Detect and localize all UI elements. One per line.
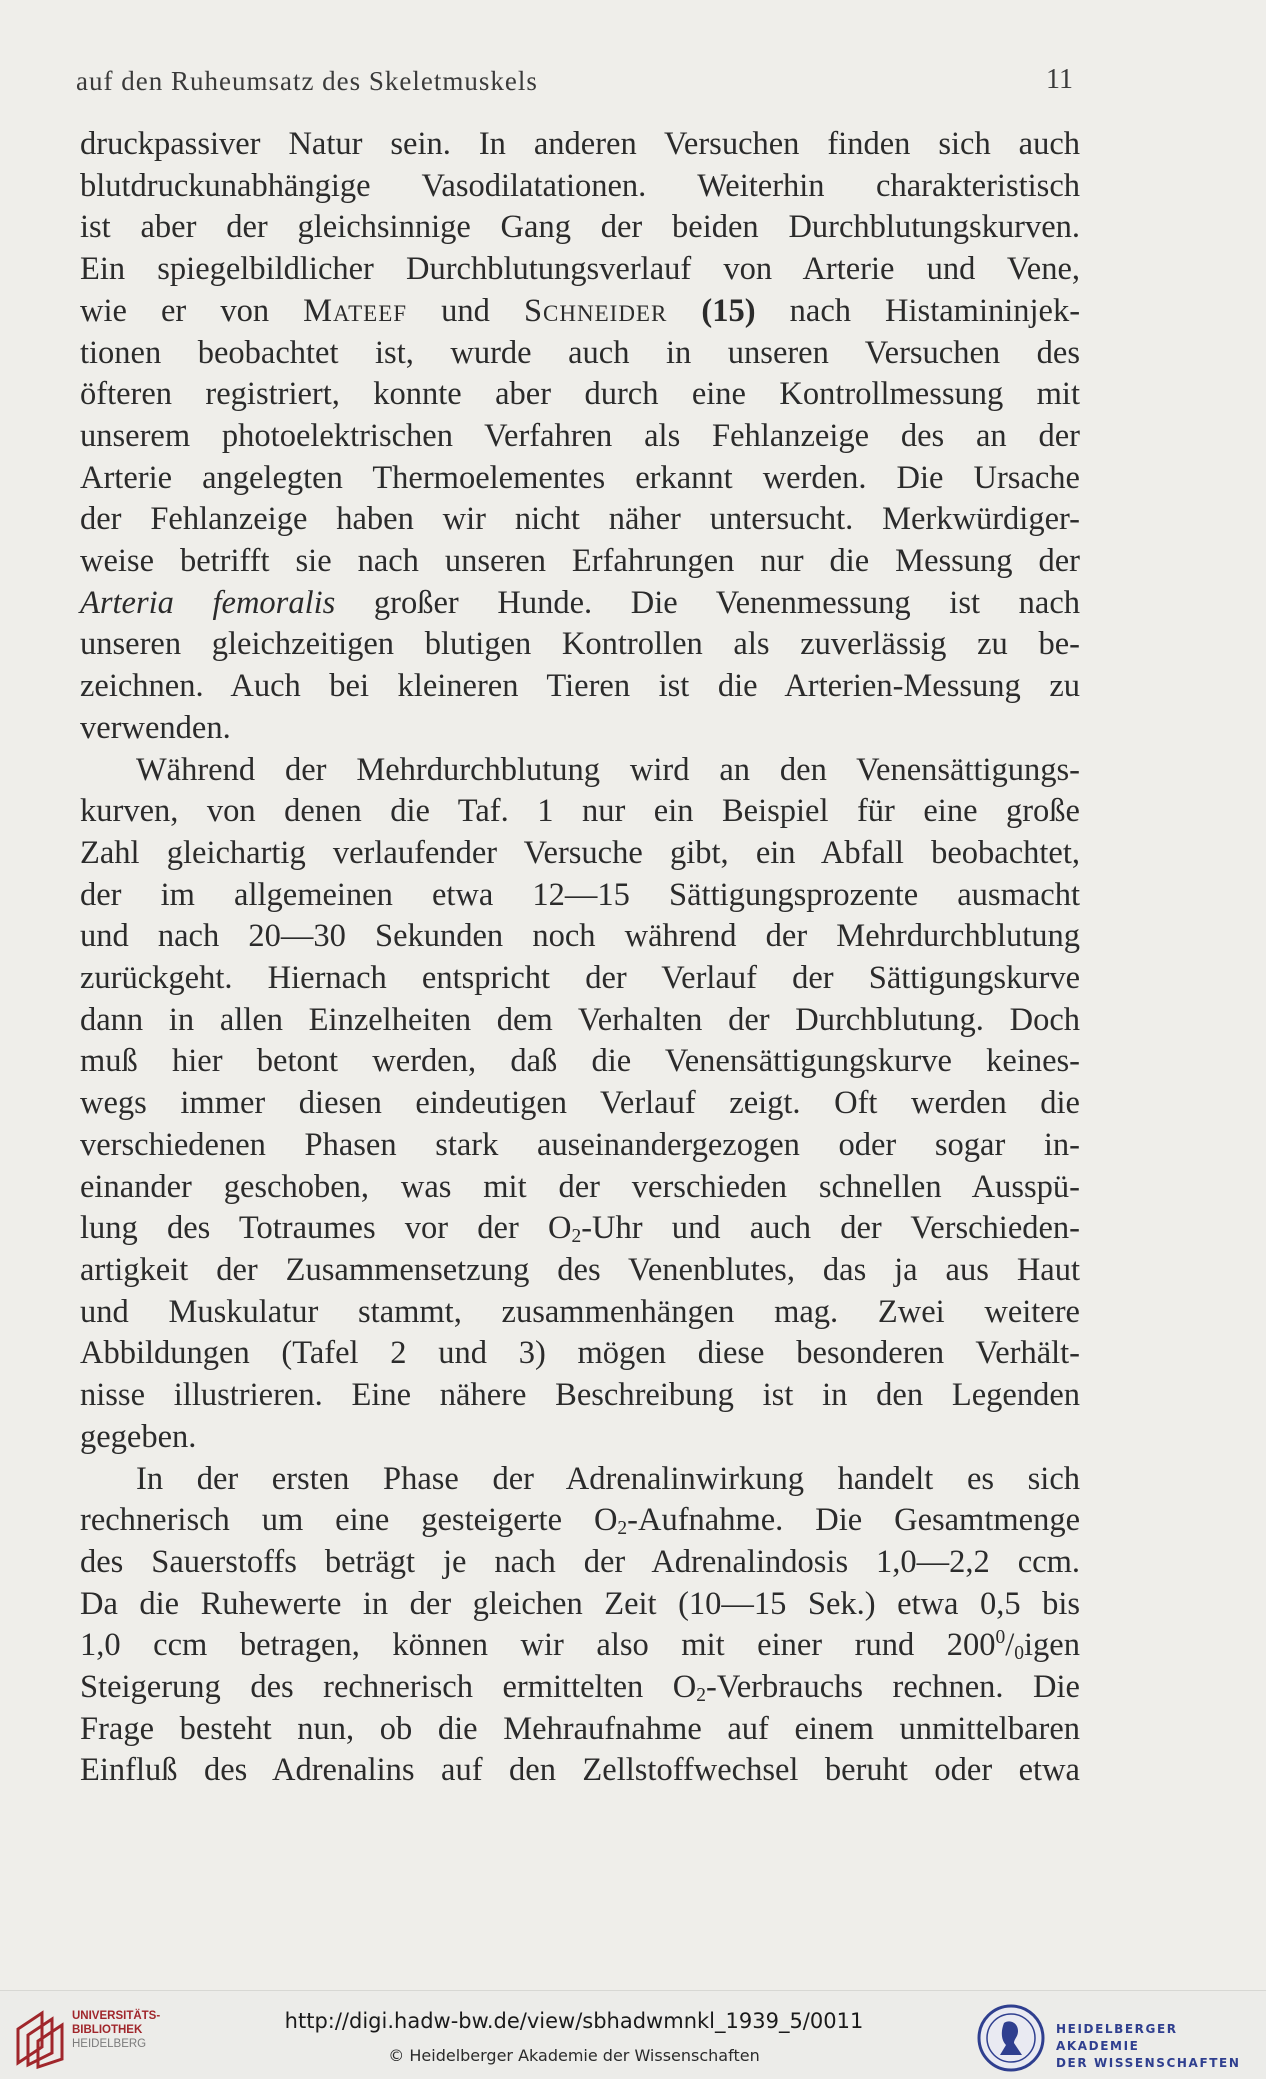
text-line: tionen beobachtet ist, wurde auch in unseren Versuchen des xyxy=(80,334,1080,371)
text-line: artigkeit der Zusammensetzung des Venenblutes, das ja aus Haut xyxy=(80,1251,1080,1288)
copyright-notice: © Heidelberger Akademie der Wissenschaften xyxy=(388,2046,760,2065)
text-line: Abbildungen (Tafel 2 und 3) mögen diese besonderen Verhält- xyxy=(80,1335,1080,1372)
text-line xyxy=(80,1625,1080,1667)
reference-number: (15) xyxy=(701,292,756,329)
text-line: nisse illustrieren. Eine nähere Beschreibung ist in den Legenden xyxy=(80,1377,1080,1414)
text-line: des Sauerstoffs beträgt je nach der Adrenalindosis 1,0—2,2 ccm. xyxy=(80,1543,1080,1580)
text-line xyxy=(80,1500,1080,1542)
text-segment: lung des Totraumes vor der O xyxy=(80,1210,572,1247)
text-line xyxy=(80,291,1080,333)
text-line: der im allgemeinen etwa 12—15 Sättigungsprozente ausmacht xyxy=(80,876,1080,913)
academy-line-1: HEIDELBERGER AKADEMIE xyxy=(1056,2022,1178,2053)
text-line: In der ersten Phase der Adrenalinwirkung handelt es sich xyxy=(136,1460,1080,1497)
text-line: Während der Mehrdurchblutung wird an den Venensättigungs- xyxy=(136,751,1080,788)
text-line: der Fehlanzeige haben wir nicht näher untersucht. Merkwürdiger- xyxy=(80,501,1080,538)
academy-seal-icon[interactable] xyxy=(976,2003,1046,2073)
author-name: Mateef xyxy=(303,292,408,329)
page-number: 11 xyxy=(1046,64,1073,95)
body-text xyxy=(80,124,1080,1792)
text-line: Zahl gleichartig verlaufender Versuche gibt, ein Abfall beobachtet, xyxy=(80,834,1080,871)
text-line: verwenden. xyxy=(80,709,231,746)
superscript: 0 xyxy=(995,1627,1006,1649)
text-line: dann in allen Einzelheiten dem Verhalten der Durchblutung. Doch xyxy=(80,1001,1080,1038)
text-line: öfteren registriert, konnte aber durch eine Kontrollmessung mit xyxy=(80,376,1080,413)
text-line: und nach 20—30 Sekunden noch während der Mehrdurchblutung xyxy=(80,918,1080,955)
text-line: verschiedenen Phasen stark auseinandergezogen oder sogar in- xyxy=(80,1126,1080,1163)
permalink-url[interactable]: http://digi.hadw-bw.de/view/sbhadwmnkl_1939_5/0011 xyxy=(284,2009,864,2033)
text-segment: -Uhr und auch der Verschieden- xyxy=(581,1210,1080,1247)
text-line xyxy=(80,1667,1080,1709)
text-segment: -Verbrauchs rechnen. Die xyxy=(706,1669,1080,1706)
text-line xyxy=(80,1208,1080,1250)
subscript: 2 xyxy=(696,1685,707,1707)
text-line: muß hier betont werden, daß die Venensättigungskurve keines- xyxy=(80,1043,1080,1080)
university-library-logo-icon[interactable] xyxy=(12,2007,68,2069)
footer-bar xyxy=(0,1990,1266,2079)
text-line: Frage besteht nun, ob die Mehraufnahme auf einem unmittelbaren xyxy=(80,1710,1080,1747)
text-line: Da die Ruhewerte in der gleichen Zeit (10—15 Sek.) etwa 0,5 bis xyxy=(80,1585,1080,1622)
latin-term: Arteria femoralis xyxy=(80,584,336,621)
text-line: kurven, von denen die Taf. 1 nur ein Beispiel für eine große xyxy=(80,793,1080,830)
text-line: zeichnen. Auch bei kleineren Tieren ist die Arterien-Messung zu xyxy=(80,668,1080,705)
author-name: Schneider xyxy=(523,292,668,329)
paragraph-3 xyxy=(80,1459,1080,1793)
running-title: auf den Ruheumsatz des Skeletmuskels xyxy=(76,66,538,96)
text-segment: igen xyxy=(1024,1627,1080,1664)
text-segment: rechnerisch um eine gesteigerte O xyxy=(80,1502,618,1539)
text-segment: -Aufnahme. Die Gesamtmenge xyxy=(627,1502,1080,1539)
text-segment: wie er von xyxy=(80,292,270,329)
text-segment: großer Hunde. Die Venenmessung ist nach xyxy=(373,584,1080,621)
paragraph-2 xyxy=(80,750,1080,1459)
library-line-1: UNIVERSITÄTS- xyxy=(72,2010,161,2022)
text-line: Arterie angelegten Thermoelementes erkannt werden. Die Ursache xyxy=(80,459,1080,496)
library-name xyxy=(72,2009,160,2051)
subscript: 2 xyxy=(617,1518,628,1540)
text-line: wegs immer diesen eindeutigen Verlauf zeigt. Oft werden die xyxy=(80,1085,1080,1122)
text-line xyxy=(80,583,1080,625)
text-line: unserem photoelektrischen Verfahren als Fehlanzeige des an der xyxy=(80,417,1080,454)
paragraph-1 xyxy=(80,124,1080,750)
text-line: blutdruckunabhängige Vasodilatationen. Weiterhin charakteristisch xyxy=(80,167,1080,204)
text-line: gegeben. xyxy=(80,1418,197,1455)
text-line: weise betrifft sie nach unseren Erfahrungen nur die Messung der xyxy=(80,543,1080,580)
text-segment: nach Histamininjek- xyxy=(789,292,1081,329)
subscript: 2 xyxy=(571,1226,582,1248)
text-line: zurückgeht. Hiernach entspricht der Verlauf der Sättigungskurve xyxy=(80,960,1080,997)
subscript: 0 xyxy=(1014,1643,1025,1665)
text-line: einander geschoben, was mit der verschieden schnellen Ausspü- xyxy=(80,1168,1080,1205)
text-line: unseren gleichzeitigen blutigen Kontrollen als zuverlässig zu be- xyxy=(80,626,1080,663)
text-line: Ein spiegelbildlicher Durchblutungsverlauf von Arterie und Vene, xyxy=(80,251,1080,288)
text-line: druckpassiver Natur sein. In anderen Versuchen finden sich auch xyxy=(80,126,1080,162)
text-segment: Steigerung des rechnerisch ermittelten O xyxy=(80,1669,697,1706)
library-line-2: BIBLIOTHEK xyxy=(72,2024,143,2036)
academy-name xyxy=(1056,2021,1266,2072)
text-segment: und xyxy=(441,292,490,329)
text-line: Einfluß des Adrenalins auf den Zellstoffwechsel beruht oder etwa xyxy=(80,1752,1080,1789)
academy-line-2: DER WISSENSCHAFTEN xyxy=(1056,2056,1241,2070)
text-line: und Muskulatur stammt, zusammenhängen mag. Zwei weitere xyxy=(80,1293,1080,1330)
text-line: ist aber der gleichsinnige Gang der beiden Durchblutungskurven. xyxy=(80,209,1080,246)
text-segment: 1,0 ccm betragen, können wir also mit einer rund 200 xyxy=(80,1627,996,1664)
library-line-3: HEIDELBERG xyxy=(72,2038,147,2050)
percent-slash: / xyxy=(1005,1627,1015,1664)
